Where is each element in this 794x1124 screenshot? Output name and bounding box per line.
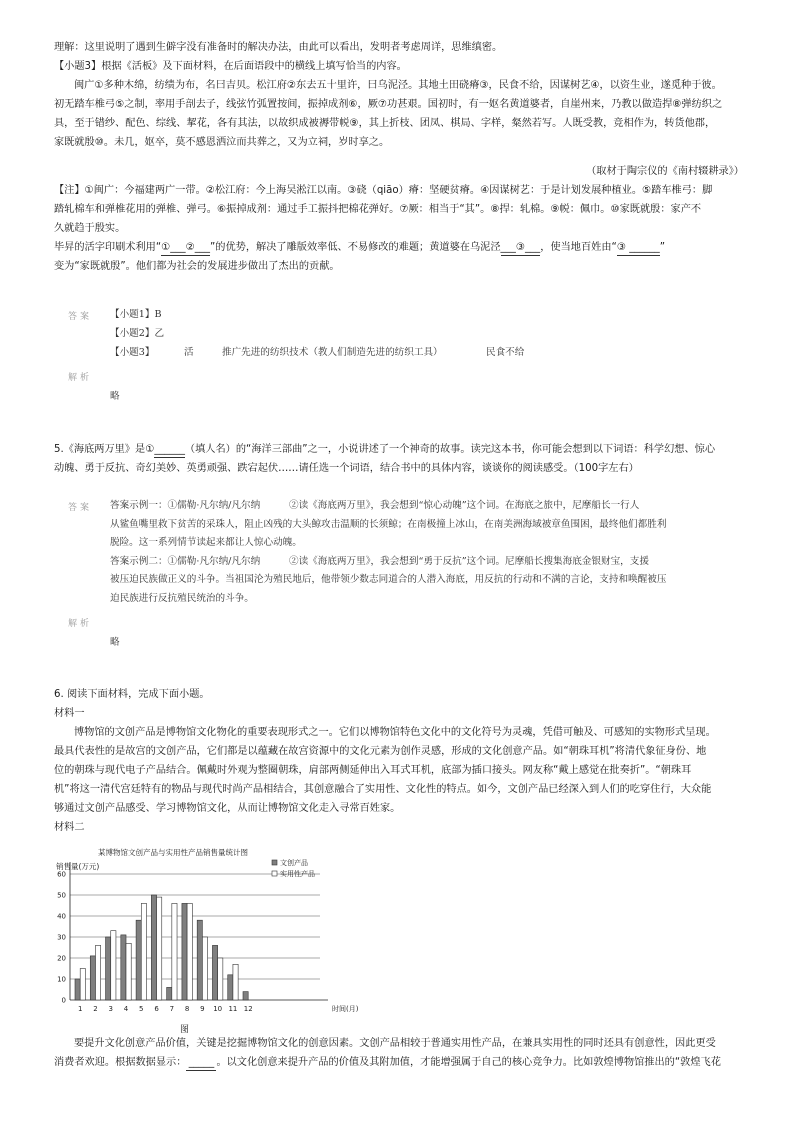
top-section	[54, 38, 722, 152]
chart-title: 某博物馆文创产品与实用性产品销售量统计图	[98, 848, 248, 857]
x-tick-label: 5	[139, 1005, 144, 1013]
bar-shiyong	[202, 937, 207, 1000]
answer-part: 活	[184, 347, 194, 358]
answer-line: 【小题1】B	[110, 309, 162, 320]
source-line: （取材于陶宗仪的《南村辍耕录》）	[586, 166, 744, 177]
passage-line: 闽广①多种木绵，纺绩为布，名曰吉贝。松江府②东去五十里许，曰乌泥泾。其地土田硗瘠③，民食不给，因谋树艺④，以资生业，遂觅种于彼。	[74, 80, 722, 91]
bar-wenchuang	[121, 935, 126, 1000]
y-tick-label: 40	[57, 912, 66, 921]
after-chart-text	[54, 1034, 721, 1072]
x-tick-label: 11	[228, 1005, 238, 1013]
sales-bar-chart	[54, 846, 359, 1024]
question-5: 5.《海底两万里》是①______（填人名）的“海洋三部曲”之一，小说讲述了一个神奇的故事。读完这本书，你可能会想到以下词语：科学幻想、惊心 动魄、勇于反抗、奇幻美妙、英勇顽强、跌宕起伏……请任选一个词语，结合书中的具体内容，谈谈你的阅读感受。（100字左右）	[54, 444, 716, 474]
x-axis-label: 时间(月)	[332, 1005, 359, 1013]
note-line: 久就趋于殷实。	[54, 223, 126, 234]
question-6	[54, 685, 716, 837]
y-tick-label: 30	[57, 933, 66, 942]
y-axis-label: 销售量(万元)	[56, 862, 100, 871]
bar-wenchuang	[182, 903, 187, 1000]
x-tick-label: 8	[184, 1005, 190, 1013]
answer-part: 民食不给	[486, 347, 525, 358]
y-tick-label: 0	[61, 996, 66, 1005]
answer-line: 答案示例二：①儒勒·凡尔纳/凡尔纳 ②读《海底两万里》，我会想到“勇于反抗”这个词。尼摩船长搜集海底金银财宝，支援	[110, 555, 649, 567]
material-1-label: 材料一	[54, 708, 85, 719]
fill-line-1: 毕昇的活字印刷术利用“①___②___”的优势，解决了雕版效率低、不易修改的难题；黄道婆在乌泥泾___③___，使当地百姓由“③ ______”	[54, 238, 712, 257]
blank-2[interactable]: ___③___	[501, 241, 541, 256]
analysis-label: 解析	[68, 373, 93, 383]
bar-wenchuang	[90, 956, 95, 1000]
y-tick-label: 20	[57, 954, 66, 963]
answer-part: 推广先进的纺织技术（教人们制造先进的纺织工具）	[222, 347, 443, 358]
y-tick-label: 60	[57, 870, 66, 879]
material-2-label: 材料二	[54, 822, 85, 833]
material-1-line: 博物馆的文创产品是博物馆文化物化的重要表现形式之一。它们以博物馆特色文化中的文化符号为灵魂，凭借可触及、可感知的实物形式呈现。	[74, 727, 716, 738]
notes-block	[54, 181, 712, 276]
bar-shiyong	[95, 945, 100, 1000]
x-tick-label: 9	[200, 1005, 205, 1013]
passage-line: 家既就殷⑩。未几，妪卒，莫不感恩洒泣而共葬之，又为立祠，岁时享之。	[54, 137, 390, 148]
x-tick-label: 3	[108, 1005, 113, 1013]
bar-wenchuang	[136, 920, 141, 1000]
answer-label: 答案	[68, 312, 93, 322]
bar-wenchuang	[197, 920, 202, 1000]
note-line: 【注】①闽广：今福建两广一带。②松江府：今上海吴淞江以南。③硗（qiāo）瘠：坚硬贫瘠。④因谋树艺：于是计划发展种植业。⑤踏车椎弓：脚	[54, 185, 713, 196]
bar-shiyong	[80, 969, 85, 1001]
answer-examples	[110, 497, 666, 609]
bar-shiyong	[218, 958, 223, 1000]
paragraph-line: 消费者欢迎。根据数据显示： _____ 。以文化创意来提升产品的价值及其附加值，才能增强属于自己的核心竞争力。比如敦煌博物馆推出的“敦煌飞花	[54, 1053, 721, 1072]
analysis-text: 略	[110, 637, 120, 648]
bar-shiyong	[126, 943, 131, 1000]
material-1-line: 机”将这一清代宫廷特有的物品与现代时尚产品相结合，其创意融合了实用性、文化性的特点。如今，文创产品已经深入到人们的吃穿住行，大众能	[54, 784, 712, 795]
bar-wenchuang	[75, 979, 80, 1000]
fill-line-2: 变为“家既就殷”。他们都为社会的发展进步做出了杰出的贡献。	[54, 261, 340, 272]
bar-shiyong	[172, 903, 177, 1000]
understanding-line: 理解：这里说明了遇到生僻字没有准备时的解决办法，由此可以看出，发明者考虑周详，思维缜密。	[54, 42, 503, 53]
legend-label: 实用性产品	[280, 870, 315, 878]
legend-swatch	[272, 871, 277, 876]
x-tick-label: 4	[123, 1005, 129, 1013]
answer-line: 答案示例一：①儒勒·凡尔纳/凡尔纳 ②读《海底两万里》，我会想到“惊心动魄”这个词。在海底之旅中，尼摩船长一行人	[110, 500, 640, 511]
bar-wenchuang	[151, 895, 156, 1000]
q6-title: 6. 阅读下面材料，完成下面小题。	[54, 689, 210, 700]
passage-line: 具，至于错纱、配色、综线、挈花，各有其法，以故织成被褥带帨⑨，其上折枝、团凤、棋局、字样，粲然若写。人既受教，竞相作为，转货他郡，	[54, 118, 716, 129]
answer-line: 【小题2】乙	[110, 328, 165, 339]
answer-line: 迫民族进行反抗殖民统治的斗争。	[110, 592, 254, 604]
x-tick-label: 1	[77, 1005, 83, 1013]
x-tick-label: 10	[213, 1005, 223, 1013]
bar-wenchuang	[167, 987, 172, 1000]
answer-line: 脱险。这一系列情节读起来都让人惊心动魄。	[110, 537, 302, 549]
x-tick-label: 6	[154, 1005, 159, 1013]
figure-caption: 图	[180, 1025, 190, 1035]
bar-shiyong	[187, 903, 192, 1000]
legend-swatch	[272, 860, 277, 865]
bar-shiyong	[157, 897, 162, 1000]
x-tick-label: 7	[169, 1005, 175, 1013]
bar-wenchuang	[243, 992, 248, 1000]
answer-label: 答案	[68, 503, 93, 513]
answer-line: 【小题3】	[110, 347, 155, 358]
analysis-label: 解析	[68, 619, 93, 629]
bar-wenchuang	[106, 937, 111, 1000]
bar-wenchuang	[212, 945, 217, 1000]
paragraph-line: 要提升文化创意产品价值，关键是挖掘博物馆文化的创意因素。文创产品相较于普通实用性产品，在兼具实用性的同时还具有创意性，因此更受	[74, 1038, 716, 1049]
q3-prompt: 【小题3】根据《活板》及下面材料，在后面语段中的横线上填写恰当的内容。	[54, 61, 407, 72]
answer-line: 被压迫民族做正义的斗争。当祖国沦为殖民地后，他带领少数志同道合的人潜入海底，用反抗的行动和不满的言论，支持和唤醒被压	[110, 574, 667, 586]
blank-3[interactable]: ③ ______	[617, 241, 660, 256]
material-1-line: 位的朝珠与现代电子产品结合。佩戴时外观为整圈朝珠，肩部两侧延伸出入耳式耳机，底部为插口接头。网友称“戴上感觉在批奏折”。“朝珠耳	[54, 765, 692, 776]
passage-line: 初无踏车椎弓⑤之制，率用手剖去子，线弦竹弧置按间，振掉成剂⑥，厥⑦功甚艰。国初时，有一妪名黄道婆者，自崖州来，乃教以做造捍⑧弹纺织之	[54, 99, 723, 110]
bar-shiyong	[141, 903, 146, 1000]
q5-blank[interactable]: ______	[154, 443, 185, 458]
q6-blank[interactable]: _____	[186, 1056, 216, 1071]
x-tick-label: 12	[243, 1005, 253, 1013]
y-tick-label: 10	[57, 975, 66, 984]
bar-wenchuang	[228, 975, 233, 1000]
legend-label: 文创产品	[280, 859, 308, 867]
blank-1[interactable]: ①___②___	[161, 241, 210, 256]
material-1-line: 够通过文创产品感受、学习博物馆文化，从而让博物馆文化走入寻常百姓家。	[54, 803, 401, 814]
answer-line: 从鲨鱼嘴里救下贫苦的采珠人，阻止凶残的大头鲸攻击温顺的长须鲸；在南极撞上冰山，在南美洲海域被章鱼围困，最终他们都胜利	[110, 518, 667, 530]
y-tick-label: 50	[57, 891, 66, 900]
analysis-text: 略	[110, 391, 120, 402]
material-1-line: 最具代表性的是故宫的文创产品，它们都是以蕴藏在故宫资源中的文化元素为创作灵感，形成的文化创意产品。如“朝珠耳机”将清代象征身份、地	[54, 746, 707, 757]
bar-shiyong	[111, 931, 116, 1000]
note-line: 踏轧棉车和弹椎花用的弹椎、弹弓。⑥振掉成剂：通过手工振抖把棉花弹好。⑦厥：相当于“其”。⑧捍：轧棉。⑨帨：佩巾。⑩家既就殷：家产不	[54, 204, 702, 215]
bar-shiyong	[233, 964, 238, 1000]
x-tick-label: 2	[93, 1005, 98, 1013]
